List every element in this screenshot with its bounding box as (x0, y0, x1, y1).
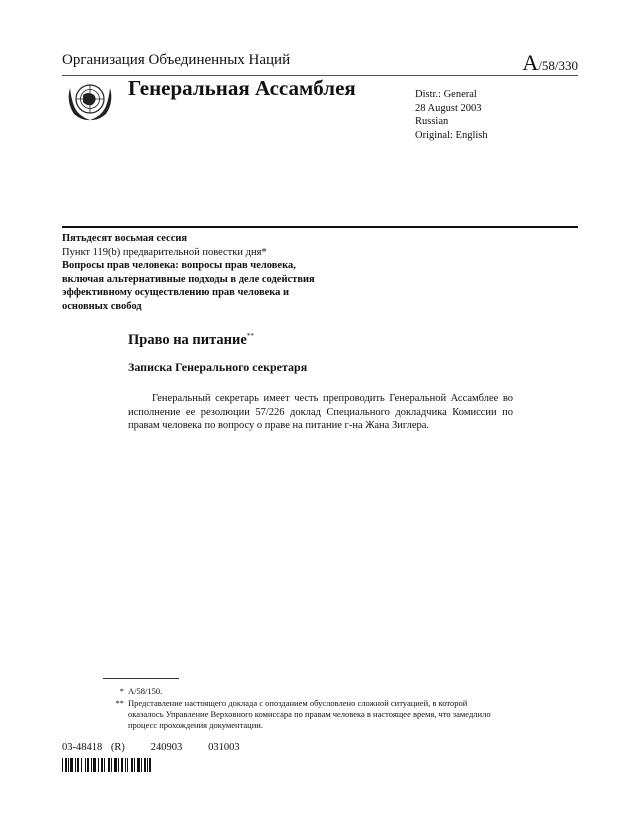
document-symbol (522, 50, 578, 76)
topic-line: эффективному осуществлению прав человека и (62, 287, 290, 298)
body-paragraph: Генеральный секретарь имеет честь препроводить Генеральной Ассамблее во исполнение ее резолюции 57/226 доклад Специального докладчика Комиссии по правам человека по вопросу о праве на питание г-на Жана Зиглера. (128, 393, 513, 431)
footnote-divider (103, 678, 179, 679)
session-block (62, 232, 362, 313)
footnote-text: Представление настоящего доклада с опозданием обусловлено сложной ситуацией, в которой оказалось Управление Верховного комиссара по правам человека в настоящее время, что замедлило процесс прохождения документации. (128, 698, 491, 730)
footnote-text: A/58/150. (128, 686, 163, 696)
title-text: Право на питание (128, 332, 247, 348)
distribution-block (415, 88, 488, 142)
session-title: Пятьдесят восьмая сессия (62, 233, 188, 244)
symbol-letter: A (522, 50, 539, 75)
footnote-mark: ** (115, 698, 124, 708)
barcode-icon (62, 758, 172, 772)
date-line: 28 August 2003 (415, 102, 482, 114)
topic-line: включая альтернативные подходы в деле содействия (62, 273, 315, 285)
distr-line: Distr.: General (415, 89, 477, 100)
symbol-number: /58/330 (538, 58, 578, 73)
agenda-item: Пункт 119(b) предварительной повестки дня* (62, 246, 267, 258)
un-emblem-icon (64, 78, 116, 122)
title-footnote-mark: ** (246, 332, 254, 341)
footnote (110, 698, 510, 731)
topic-line: Вопросы прав человека: вопросы прав человека, (62, 260, 296, 271)
footnote (110, 686, 510, 697)
language-line: Russian (415, 116, 449, 127)
topic-line: основных свобод (62, 300, 142, 312)
document-id: 03-48418 (R) 240903 031003 (62, 742, 240, 753)
organization-name: Организация Объединенных Наций (62, 52, 291, 68)
original-line: Original: English (415, 129, 488, 141)
document-title (128, 332, 254, 349)
body-title: Генеральная Ассамблея (128, 76, 356, 100)
document-subtitle: Записка Генерального секретаря (128, 360, 308, 374)
session-divider (62, 226, 578, 228)
footnote-mark: * (119, 686, 124, 696)
